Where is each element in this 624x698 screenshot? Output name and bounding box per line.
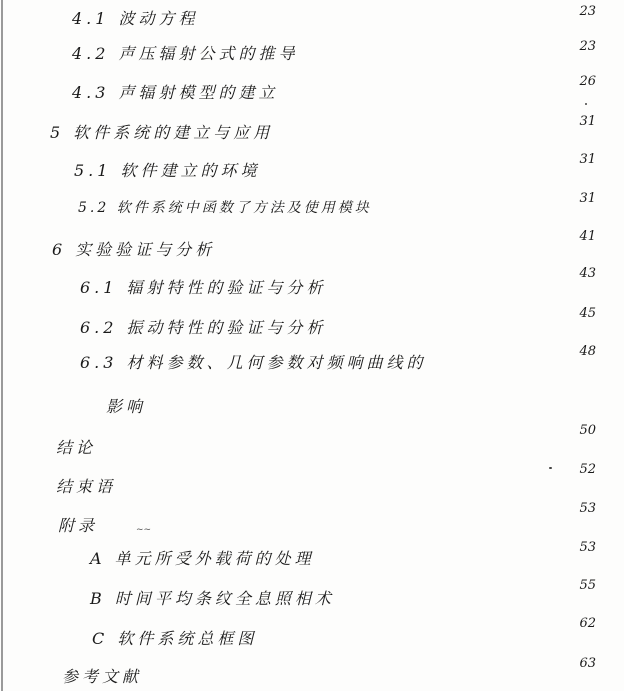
- toc-entry-page: 53: [579, 501, 596, 516]
- toc-entry-title: 5.2 软件系统中函数了方法及使用模块: [78, 200, 372, 216]
- toc-entry-page: 41: [579, 229, 596, 244]
- ink-speck: [549, 467, 552, 469]
- toc-entry-appendix-b: [0, 578, 624, 620]
- toc-entry-6-3: [0, 344, 624, 416]
- toc-entry-page: 31: [579, 191, 596, 206]
- toc-entry-5-2: [0, 191, 624, 231]
- toc-entry-page: 31: [579, 114, 596, 129]
- toc-entry-title: 附录: [58, 516, 99, 535]
- toc-entry-page: 52: [579, 462, 596, 477]
- toc-entry-title-continuation: 影响: [106, 397, 147, 416]
- toc-entry-closing: [0, 462, 624, 508]
- toc-entry-title: 6.3 材料参数、几何参数对频响曲线的: [80, 353, 427, 372]
- toc-entry-6: [0, 229, 624, 271]
- toc-entry-title: 4.3 声辐射模型的建立: [72, 83, 279, 102]
- toc-entry-title: 结论: [56, 438, 97, 457]
- toc-entry-page: 45: [579, 306, 596, 321]
- toc-entry-4-1: [0, 6, 624, 40]
- toc-entry-title: 参考文献: [62, 667, 143, 686]
- toc-entry-title: A 单元所受外载荷的处理: [90, 549, 315, 568]
- toc-entry-page: 53: [579, 540, 596, 555]
- toc-entry-title: 6.1 辐射特性的验证与分析: [80, 278, 327, 297]
- toc-entry-title: 6 实验验证与分析: [52, 240, 216, 259]
- toc-entry-page: 26: [579, 74, 596, 89]
- toc-entry-page: 23: [579, 4, 596, 19]
- toc-entry-page: 43: [579, 266, 596, 281]
- toc-entry-page: 31: [579, 152, 596, 167]
- toc-entry-6-1: [0, 266, 624, 309]
- toc-entry-page: 62: [579, 616, 596, 631]
- toc-entry-5: [0, 114, 624, 154]
- toc-entry-title: 4.2 声压辐射公式的推导: [72, 44, 299, 63]
- toc-entry-appendix-a: [0, 540, 624, 580]
- toc-entry-title: 4.1 波动方程: [72, 9, 199, 28]
- toc-entry-page: 48: [579, 344, 596, 359]
- toc-entry-page: 63: [579, 656, 596, 671]
- toc-entry-title: 5 软件系统的建立与应用: [50, 123, 274, 142]
- toc-entry-6-2: [0, 306, 624, 349]
- toc-entry-title: 5.1 软件建立的环境: [74, 161, 261, 180]
- toc-entry-conclusion: [0, 423, 624, 469]
- toc-entry-appendix-c: [0, 616, 624, 660]
- toc-entry-4-3: [0, 74, 624, 114]
- toc-entry-page: 23: [579, 39, 596, 54]
- toc-entry-title: B 时间平均条纹全息照相术: [90, 589, 335, 608]
- toc-entry-page: 50: [579, 423, 596, 438]
- toc-entry-5-1: [0, 152, 624, 192]
- toc-entry-appendix: [0, 501, 624, 547]
- toc-entry-title: 6.2 振动特性的验证与分析: [80, 318, 327, 337]
- toc-entry-references: [0, 656, 624, 698]
- toc-entry-title: C 软件系统总框图: [92, 629, 258, 648]
- toc-entry-4-2: [0, 41, 624, 75]
- toc-entry-title: 结束语: [56, 477, 117, 496]
- ink-speck: [585, 103, 587, 105]
- ink-scribble: ~~: [136, 525, 152, 535]
- toc-entry-page: 55: [579, 578, 596, 593]
